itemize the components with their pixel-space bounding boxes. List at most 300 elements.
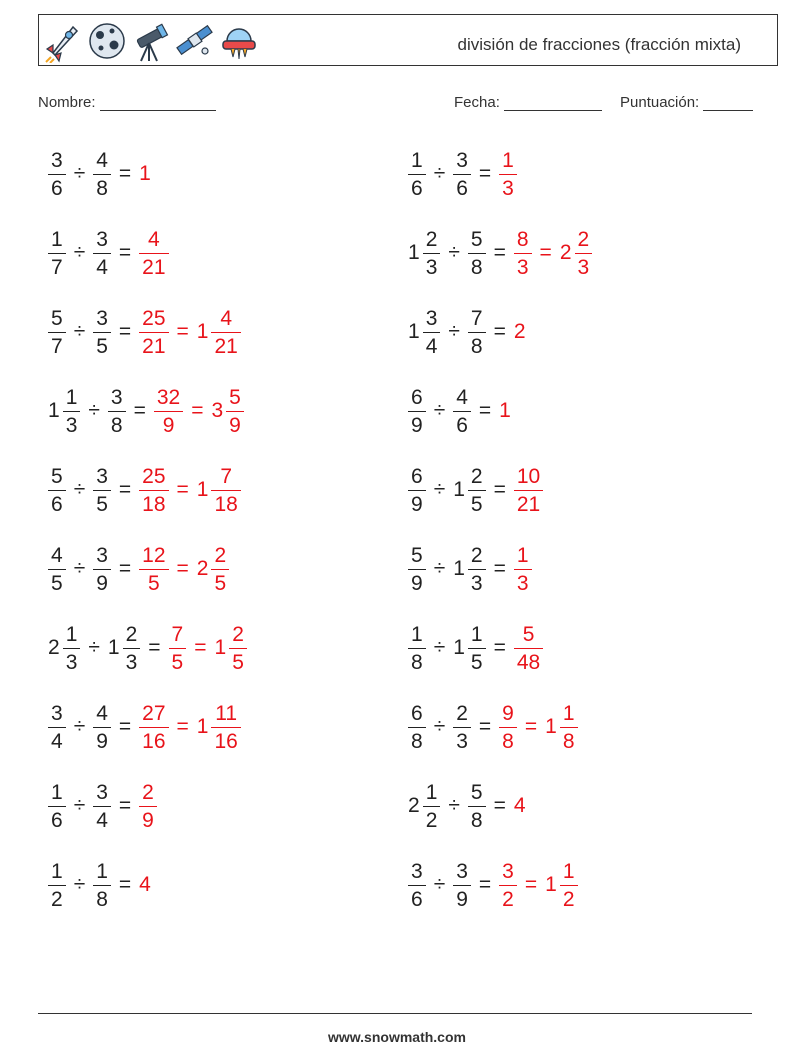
divisor-denominator: 6 (456, 176, 468, 200)
answer-whole: 2 (196, 557, 209, 580)
problem-item (406, 221, 594, 285)
answer-fraction (514, 229, 532, 278)
answer-denominator: 2 (502, 887, 514, 911)
answer (512, 320, 528, 344)
divisor-fraction (468, 782, 486, 831)
equals-sign: = (478, 399, 492, 422)
answer-whole: 1 (214, 636, 227, 659)
problem-item (46, 695, 243, 759)
answer-numerator: 8 (514, 229, 532, 254)
divide-sign: ÷ (433, 557, 446, 580)
dividend-fraction (48, 703, 66, 752)
answer-fraction (514, 466, 543, 515)
answer-numerator: 25 (139, 308, 168, 333)
answer-numerator: 10 (514, 466, 543, 491)
answer (213, 624, 249, 673)
answer-denominator: 21 (142, 255, 166, 279)
problem-item (406, 300, 528, 364)
divide-sign: ÷ (433, 636, 446, 659)
equals-sign: = (524, 873, 538, 896)
divisor-numerator: 1 (468, 624, 486, 649)
divide-sign: ÷ (73, 320, 86, 343)
answer-integer: 1 (139, 162, 151, 185)
divisor-denominator: 8 (110, 413, 123, 437)
divisor-numerator: 4 (453, 387, 471, 412)
answer-fraction (499, 703, 517, 752)
answer-denominator: 16 (214, 729, 238, 753)
dividend-numerator: 1 (408, 150, 426, 175)
dividend-numerator: 5 (48, 466, 66, 491)
problem-item (406, 458, 545, 522)
divisor-denominator: 3 (470, 571, 483, 595)
answer-numerator: 1 (499, 150, 517, 175)
divisor-fraction (93, 150, 111, 199)
problem-item (406, 774, 528, 838)
answer (543, 861, 579, 910)
divisor-whole: 1 (453, 478, 465, 501)
divisor-numerator: 3 (108, 387, 126, 412)
equals-sign: = (118, 162, 132, 185)
answer (512, 794, 528, 818)
divisor-denominator: 6 (456, 413, 468, 437)
equals-sign: = (176, 320, 189, 343)
divisor-numerator: 3 (93, 229, 111, 254)
divisor-denominator: 8 (96, 176, 108, 200)
answer (137, 703, 170, 752)
equals-sign: = (118, 241, 132, 264)
dividend-fraction (63, 624, 81, 673)
answer-fraction (139, 229, 168, 278)
dividend-denominator: 7 (51, 334, 63, 358)
answer-numerator: 7 (211, 466, 240, 491)
answer-numerator: 2 (229, 624, 247, 649)
answer-denominator: 21 (142, 334, 166, 358)
divisor-fraction (93, 545, 111, 594)
answer-fraction (499, 150, 517, 199)
divisor-fraction (453, 703, 471, 752)
divide-sign: ÷ (88, 636, 100, 659)
equals-sign: = (493, 478, 506, 501)
divisor-denominator: 9 (456, 887, 468, 911)
problem-item (406, 616, 545, 680)
problem-item (46, 774, 159, 838)
answer (195, 308, 243, 357)
answer-fraction (211, 703, 240, 752)
dividend-fraction (48, 545, 66, 594)
date-field (454, 94, 602, 111)
answer-denominator: 16 (142, 729, 166, 753)
divisor-denominator: 5 (96, 492, 108, 516)
answer-numerator: 5 (514, 624, 543, 649)
divisor-denominator: 5 (470, 492, 483, 516)
equals-sign: = (493, 557, 506, 580)
dividend-whole: 2 (48, 636, 60, 659)
divisor-denominator: 4 (96, 808, 108, 832)
dividend-numerator: 6 (408, 466, 426, 491)
dividend-fraction (423, 229, 441, 278)
answer-denominator: 8 (562, 729, 575, 753)
equals-sign: = (118, 715, 132, 738)
answer-whole: 1 (545, 873, 557, 896)
dividend-denominator: 3 (65, 413, 78, 437)
divisor-denominator: 9 (96, 571, 108, 595)
equals-sign: = (176, 557, 189, 580)
dividend-fraction (63, 387, 81, 436)
dividend-numerator: 1 (48, 229, 66, 254)
answer-whole: 1 (545, 715, 557, 738)
divisor-denominator: 5 (96, 334, 108, 358)
divide-sign: ÷ (73, 873, 86, 896)
answer (209, 387, 245, 436)
worksheet-title: división de fracciones (fracción mixta) (457, 35, 741, 54)
answer-denominator: 8 (502, 729, 514, 753)
answer-fraction (211, 545, 229, 594)
answer (195, 545, 231, 594)
answer-numerator: 9 (499, 703, 517, 728)
problem-item (46, 300, 243, 364)
answer (195, 466, 243, 515)
answer-numerator: 2 (139, 782, 157, 807)
answer-numerator: 27 (139, 703, 168, 728)
dividend-fraction (48, 229, 66, 278)
equals-sign: = (118, 557, 132, 580)
equals-sign: = (478, 715, 492, 738)
answer-fraction (575, 229, 593, 278)
worksheet-header (38, 14, 778, 66)
dividend-numerator: 1 (63, 387, 81, 412)
dividend-fraction (48, 861, 66, 910)
divisor-denominator: 5 (470, 650, 483, 674)
equals-sign: = (118, 873, 132, 896)
dividend-denominator: 2 (425, 808, 438, 832)
answer-fraction (211, 466, 240, 515)
equals-sign: = (493, 794, 506, 817)
equals-sign: = (493, 320, 506, 343)
divisor-numerator: 3 (93, 466, 111, 491)
problem-item (46, 853, 153, 917)
answer (512, 624, 545, 673)
answer-denominator: 3 (577, 255, 590, 279)
equals-sign: = (191, 399, 204, 422)
divide-sign: ÷ (73, 241, 86, 264)
divisor-fraction (93, 229, 111, 278)
divisor-fraction (93, 703, 111, 752)
divide-sign: ÷ (433, 478, 446, 501)
divisor-numerator: 3 (93, 782, 111, 807)
divide-sign: ÷ (73, 794, 86, 817)
dividend-denominator: 2 (51, 887, 63, 911)
dividend-numerator: 5 (48, 308, 66, 333)
answer-fraction (560, 703, 578, 752)
divisor-numerator: 5 (468, 782, 486, 807)
answer-numerator: 1 (560, 861, 578, 886)
divisor-denominator: 8 (470, 255, 483, 279)
divisor-fraction (468, 545, 486, 594)
dividend-fraction (423, 782, 441, 831)
dividend-numerator: 5 (408, 545, 426, 570)
dividend-numerator: 2 (423, 229, 441, 254)
divisor-denominator: 8 (470, 334, 483, 358)
problem-item (406, 853, 580, 917)
dividend-fraction (408, 703, 426, 752)
problem-item (46, 221, 171, 285)
divide-sign: ÷ (448, 241, 460, 264)
dividend-fraction (408, 545, 426, 594)
divisor-numerator: 3 (93, 308, 111, 333)
answer-numerator: 7 (169, 624, 187, 649)
equals-sign: = (524, 715, 538, 738)
divisor-fraction (108, 387, 126, 436)
divide-sign: ÷ (433, 715, 446, 738)
divisor-denominator: 3 (125, 650, 138, 674)
answer-fraction (139, 782, 157, 831)
name-blank[interactable] (100, 96, 216, 111)
divide-sign: ÷ (88, 399, 100, 422)
answer-fraction (229, 624, 247, 673)
answer-denominator: 9 (142, 808, 154, 832)
answer-whole: 3 (211, 399, 224, 422)
divisor-fraction (123, 624, 141, 673)
answer-denominator: 21 (214, 334, 238, 358)
answer (137, 873, 153, 897)
equals-sign: = (176, 715, 189, 738)
answer-denominator: 9 (229, 413, 241, 437)
equals-sign: = (478, 162, 492, 185)
dividend-whole: 1 (408, 320, 420, 343)
divisor-numerator: 2 (468, 466, 486, 491)
equals-sign: = (493, 241, 506, 264)
dividend-denominator: 7 (51, 255, 63, 279)
score-blank[interactable] (703, 96, 753, 111)
answer-fraction (139, 466, 168, 515)
answer-denominator: 18 (214, 492, 238, 516)
problem-item (46, 616, 249, 680)
divide-sign: ÷ (433, 399, 446, 422)
answer (137, 308, 170, 357)
dividend-numerator: 6 (408, 387, 426, 412)
answer-integer: 1 (499, 399, 511, 422)
problem-item (46, 142, 153, 206)
divisor-numerator: 2 (123, 624, 141, 649)
answer-denominator: 18 (142, 492, 166, 516)
answer-fraction (514, 624, 543, 673)
problem-item (406, 695, 580, 759)
answer-whole: 2 (559, 241, 572, 264)
answer-denominator: 3 (516, 571, 529, 595)
divisor-fraction (468, 466, 486, 515)
divisor-denominator: 4 (96, 255, 108, 279)
dividend-fraction (48, 308, 66, 357)
footer-url: www.snowmath.com (328, 1029, 466, 1045)
dividend-denominator: 9 (411, 571, 423, 595)
answer-integer: 4 (513, 794, 526, 817)
divide-sign: ÷ (448, 320, 460, 343)
answer-fraction (139, 308, 168, 357)
dividend-denominator: 5 (51, 571, 63, 595)
date-label: Fecha: (454, 94, 500, 111)
equals-sign: = (118, 794, 132, 817)
answer-numerator: 2 (211, 545, 229, 570)
equals-sign: = (539, 241, 552, 264)
divide-sign: ÷ (73, 478, 86, 501)
score-field (620, 94, 753, 111)
divisor-numerator: 3 (453, 861, 471, 886)
name-field (38, 94, 216, 111)
header-icons (43, 19, 259, 63)
dividend-denominator: 4 (51, 729, 63, 753)
answer-integer: 2 (513, 320, 526, 343)
problem-item (406, 142, 519, 206)
dividend-denominator: 8 (411, 650, 423, 674)
dividend-whole: 1 (408, 241, 420, 264)
answer (137, 162, 153, 186)
divisor-numerator: 3 (93, 545, 111, 570)
equals-sign: = (148, 636, 161, 659)
answer-denominator: 9 (162, 413, 175, 437)
answer-whole: 1 (196, 320, 209, 343)
answer-whole: 1 (196, 478, 209, 501)
answer-denominator: 5 (171, 650, 184, 674)
dividend-fraction (48, 466, 66, 515)
equals-sign: = (133, 399, 146, 422)
divisor-fraction (93, 782, 111, 831)
answer (152, 387, 185, 436)
dividend-denominator: 6 (51, 176, 63, 200)
dividend-denominator: 3 (425, 255, 438, 279)
dividend-denominator: 9 (411, 413, 423, 437)
dividend-fraction (408, 861, 426, 910)
answer (497, 703, 519, 752)
answer-numerator: 1 (514, 545, 532, 570)
divide-sign: ÷ (73, 162, 86, 185)
dividend-numerator: 3 (408, 861, 426, 886)
dividend-denominator: 6 (411, 887, 423, 911)
answer-numerator: 3 (499, 861, 517, 886)
divide-sign: ÷ (433, 162, 446, 185)
answer (497, 150, 519, 199)
dividend-fraction (408, 387, 426, 436)
answer-fraction (154, 387, 183, 436)
dividend-fraction (48, 782, 66, 831)
divide-sign: ÷ (73, 557, 86, 580)
dividend-numerator: 3 (48, 703, 66, 728)
answer-denominator: 48 (516, 650, 541, 674)
answer-denominator: 21 (516, 492, 541, 516)
equals-sign: = (118, 320, 132, 343)
date-blank[interactable] (504, 96, 602, 111)
answer-fraction (211, 308, 240, 357)
divisor-denominator: 9 (96, 729, 108, 753)
divisor-fraction (93, 466, 111, 515)
divisor-denominator: 8 (470, 808, 483, 832)
answer (512, 545, 534, 594)
dividend-fraction (408, 466, 426, 515)
dividend-denominator: 9 (411, 492, 423, 516)
answer (137, 545, 170, 594)
dividend-numerator: 1 (48, 861, 66, 886)
answer (497, 861, 519, 910)
answer-denominator: 2 (562, 887, 575, 911)
answer-denominator: 5 (232, 650, 244, 674)
answer-numerator: 1 (560, 703, 578, 728)
answer-numerator: 25 (139, 466, 168, 491)
answer-denominator: 3 (502, 176, 514, 200)
dividend-fraction (48, 150, 66, 199)
problem-item (46, 379, 246, 443)
divide-sign: ÷ (73, 715, 86, 738)
problem-item (406, 537, 534, 601)
divisor-whole: 1 (453, 636, 465, 659)
answer-numerator: 4 (211, 308, 240, 333)
rocket-icon (43, 19, 83, 63)
divisor-fraction (93, 861, 111, 910)
answer-whole: 1 (196, 715, 209, 738)
divisor-fraction (453, 150, 471, 199)
divisor-whole: 1 (107, 636, 120, 659)
dividend-denominator: 8 (411, 729, 423, 753)
answer (497, 399, 513, 423)
divisor-numerator: 4 (93, 150, 111, 175)
dividend-numerator: 4 (48, 545, 66, 570)
divide-sign: ÷ (448, 794, 460, 817)
equals-sign: = (478, 873, 492, 896)
dividend-numerator: 1 (48, 782, 66, 807)
dividend-numerator: 1 (423, 782, 441, 807)
answer-fraction (226, 387, 244, 436)
answer-numerator: 11 (211, 703, 240, 728)
answer (543, 703, 579, 752)
dividend-fraction (408, 624, 426, 673)
divisor-fraction (93, 308, 111, 357)
equals-sign: = (176, 478, 189, 501)
answer-integer: 4 (139, 873, 151, 896)
dividend-numerator: 3 (423, 308, 441, 333)
answer-fraction (514, 545, 532, 594)
dividend-denominator: 6 (51, 808, 63, 832)
answer-numerator: 5 (226, 387, 244, 412)
answer (558, 229, 594, 278)
answer-fraction (560, 861, 578, 910)
dividend-denominator: 6 (411, 176, 423, 200)
dividend-denominator: 3 (65, 650, 78, 674)
divide-sign: ÷ (433, 873, 446, 896)
problem-item (406, 379, 513, 443)
score-label: Puntuación: (620, 94, 700, 111)
satellite-icon (175, 19, 215, 63)
dividend-numerator: 6 (408, 703, 426, 728)
divisor-fraction (468, 229, 486, 278)
spaceship-icon (219, 19, 259, 63)
equals-sign: = (493, 636, 506, 659)
answer (512, 229, 534, 278)
answer-denominator: 3 (516, 255, 529, 279)
dividend-fraction (423, 308, 441, 357)
name-label: Nombre: (38, 94, 96, 111)
answer (137, 466, 170, 515)
divisor-numerator: 4 (93, 703, 111, 728)
answer (512, 466, 545, 515)
answer-fraction (169, 624, 187, 673)
divisor-whole: 1 (453, 557, 465, 580)
divisor-denominator: 3 (456, 729, 468, 753)
divisor-numerator: 2 (453, 703, 471, 728)
dividend-numerator: 1 (408, 624, 426, 649)
answer (137, 229, 170, 278)
divisor-numerator: 1 (93, 861, 111, 886)
dividend-whole: 1 (48, 399, 60, 422)
answer-numerator: 12 (139, 545, 168, 570)
problem-item (46, 458, 243, 522)
